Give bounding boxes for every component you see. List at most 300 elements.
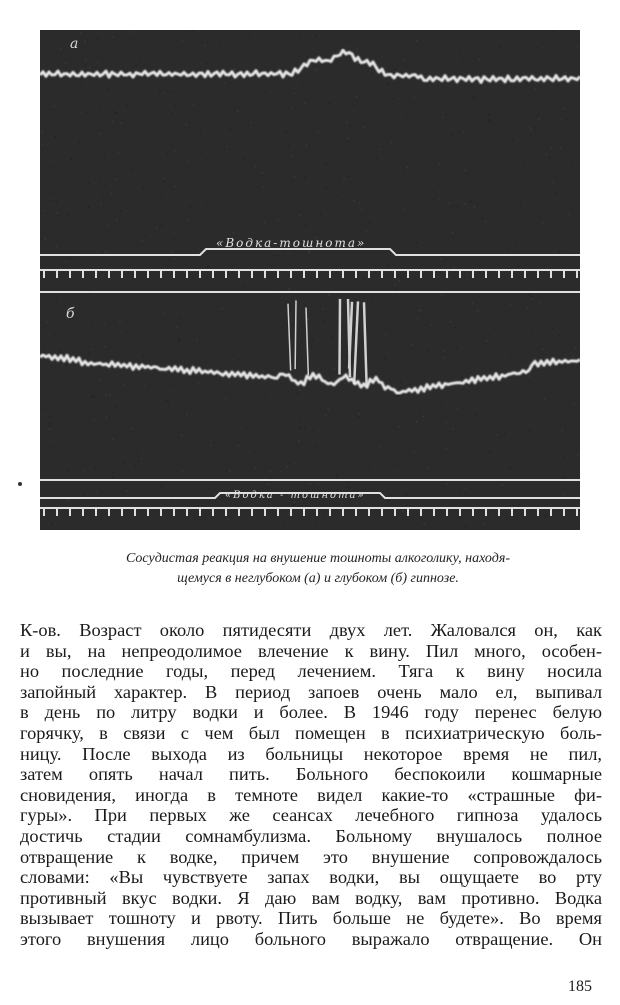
grain-dot xyxy=(397,276,399,278)
stray-ink-mark xyxy=(18,482,22,486)
grain-dot xyxy=(105,393,107,395)
grain-dot xyxy=(488,514,490,516)
grain-dot xyxy=(380,149,382,151)
grain-dot xyxy=(553,182,555,184)
grain-dot xyxy=(94,420,96,422)
grain-dot xyxy=(172,252,174,254)
grain-dot xyxy=(419,310,421,312)
grain-dot xyxy=(459,490,461,492)
grain-dot xyxy=(132,428,134,430)
grain-dot xyxy=(395,284,397,286)
grain-dot xyxy=(277,219,279,221)
grain-dot xyxy=(535,89,537,91)
grain-dot xyxy=(472,303,474,305)
grain-dot xyxy=(452,428,454,430)
grain-dot xyxy=(130,168,132,170)
grain-dot xyxy=(186,413,188,415)
grain-dot xyxy=(356,48,358,50)
grain-dot xyxy=(328,294,330,296)
text-line: запойный характер. В период запоев очень мало ел, выпивал xyxy=(20,681,602,702)
grain-dot xyxy=(164,178,166,180)
grain-dot xyxy=(499,46,501,48)
grain-dot xyxy=(379,445,381,447)
grain-dot xyxy=(88,183,90,185)
grain-dot xyxy=(96,38,98,40)
grain-dot xyxy=(403,209,405,211)
grain-dot xyxy=(60,350,62,352)
grain-dot xyxy=(109,394,111,396)
grain-dot xyxy=(565,72,567,74)
grain-dot xyxy=(46,321,48,323)
grain-dot xyxy=(175,104,177,106)
grain-dot xyxy=(254,467,256,469)
grain-dot xyxy=(313,429,315,431)
grain-dot xyxy=(398,280,400,282)
grain-dot xyxy=(68,470,70,472)
grain-dot xyxy=(431,324,433,326)
grain-dot xyxy=(176,326,178,328)
grain-dot xyxy=(198,382,200,384)
grain-dot xyxy=(207,338,209,340)
grain-dot xyxy=(372,73,374,75)
grain-dot xyxy=(372,300,374,302)
grain-dot xyxy=(571,162,573,164)
grain-dot xyxy=(53,446,55,448)
grain-dot xyxy=(358,416,360,418)
grain-dot xyxy=(85,64,87,66)
grain-dot xyxy=(219,44,221,46)
grain-dot xyxy=(419,413,421,415)
grain-dot xyxy=(377,73,379,75)
grain-dot xyxy=(431,190,433,192)
grain-dot xyxy=(65,63,67,64)
grain-dot xyxy=(42,144,44,146)
grain-dot xyxy=(496,434,498,436)
grain-dot xyxy=(120,210,122,212)
grain-dot xyxy=(44,346,46,348)
grain-dot xyxy=(193,104,195,106)
grain-dot xyxy=(104,346,106,348)
grain-dot xyxy=(126,332,128,334)
grain-dot xyxy=(303,170,305,172)
grain-dot xyxy=(92,348,94,350)
grain-dot xyxy=(335,195,337,197)
grain-dot xyxy=(326,163,328,165)
grain-dot xyxy=(107,89,109,91)
grain-dot xyxy=(286,466,288,468)
grain-dot xyxy=(107,225,109,227)
grain-dot xyxy=(415,43,417,45)
grain-dot xyxy=(461,377,463,379)
grain-dot xyxy=(197,340,199,342)
grain-dot xyxy=(179,340,181,342)
grain-dot xyxy=(385,333,387,335)
grain-dot xyxy=(315,36,317,38)
grain-dot xyxy=(439,199,441,201)
grain-dot xyxy=(114,112,116,114)
grain-dot xyxy=(455,362,457,364)
grain-dot xyxy=(98,109,100,111)
grain-dot xyxy=(161,486,163,488)
grain-dot xyxy=(467,384,469,386)
grain-dot xyxy=(531,298,533,300)
grain-dot xyxy=(221,308,223,310)
grain-dot xyxy=(258,442,260,444)
grain-dot xyxy=(237,111,239,113)
grain-dot xyxy=(97,62,99,64)
grain-dot xyxy=(174,150,176,152)
grain-dot xyxy=(143,187,145,189)
grain-dot xyxy=(263,186,265,188)
grain-dot xyxy=(102,275,104,277)
grain-dot xyxy=(420,309,422,311)
grain-dot xyxy=(89,67,91,69)
grain-dot xyxy=(572,356,574,358)
grain-dot xyxy=(166,400,168,402)
grain-dot xyxy=(441,401,443,403)
grain-dot xyxy=(558,287,560,289)
grain-dot xyxy=(77,240,79,242)
text-line: в день по литру водки и более. В 1946 году перенес белую xyxy=(20,702,602,723)
grain-dot xyxy=(156,227,158,229)
grain-dot xyxy=(106,417,108,419)
grain-dot xyxy=(346,122,348,124)
grain-dot xyxy=(101,194,103,196)
grain-dot xyxy=(486,340,488,342)
grain-dot xyxy=(254,451,256,453)
grain-dot xyxy=(206,202,208,204)
caption-line: Сосудистая реакция на внушение тошноты алкоголику, находя- xyxy=(125,551,510,566)
grain-dot xyxy=(51,523,53,525)
grain-dot xyxy=(140,59,142,61)
grain-dot xyxy=(325,415,327,417)
grain-dot xyxy=(512,138,514,140)
grain-dot xyxy=(82,469,84,471)
text-line: К-ов. Возраст около пятидесяти двух лет. Жаловался он, как xyxy=(20,620,602,640)
grain-dot xyxy=(354,104,356,106)
grain-dot xyxy=(329,102,331,104)
grain-dot xyxy=(141,458,143,460)
grain-dot xyxy=(559,335,561,337)
grain-dot xyxy=(288,514,290,516)
grain-dot xyxy=(563,477,565,479)
grain-dot xyxy=(573,403,575,405)
grain-dot xyxy=(56,200,58,202)
grain-dot xyxy=(126,105,128,107)
grain-dot xyxy=(530,129,532,131)
text-line: отвращение к водке, причем это внушение сопровождалось xyxy=(20,846,602,867)
grain-dot xyxy=(540,302,542,304)
grain-dot xyxy=(163,92,165,94)
grain-dot xyxy=(451,134,453,136)
grain-dot xyxy=(234,69,236,71)
grain-dot xyxy=(481,127,483,129)
grain-dot xyxy=(247,427,249,429)
grain-dot xyxy=(400,382,402,384)
grain-dot xyxy=(305,224,307,226)
grain-dot xyxy=(312,339,314,341)
text-line: вызывает тошноту и рвоту. Пить больше не будете». Во время xyxy=(20,908,602,929)
grain-dot xyxy=(556,193,558,195)
grain-dot xyxy=(358,413,360,415)
grain-dot xyxy=(68,215,70,217)
panel-a-label: а xyxy=(70,36,79,52)
grain-dot xyxy=(204,45,206,47)
grain-dot xyxy=(289,463,291,465)
grain-dot xyxy=(366,231,368,233)
grain-dot xyxy=(92,396,94,398)
grain-dot xyxy=(185,31,187,33)
grain-dot xyxy=(304,177,306,179)
grain-dot xyxy=(359,203,361,205)
text-line: но последние годы, перед лечением. Тяга к вину носила xyxy=(20,661,602,682)
grain-dot xyxy=(121,119,123,121)
grain-dot xyxy=(181,435,183,437)
grain-dot xyxy=(180,318,182,320)
grain-dot xyxy=(458,419,460,421)
grain-dot xyxy=(470,201,472,203)
grain-dot xyxy=(297,393,299,395)
grain-dot xyxy=(538,118,540,120)
grain-dot xyxy=(464,170,466,172)
grain-dot xyxy=(299,421,301,423)
grain-dot xyxy=(463,132,465,134)
page-number: 185 xyxy=(568,978,592,995)
grain-dot xyxy=(476,414,478,416)
grain-dot xyxy=(264,222,266,224)
grain-dot xyxy=(526,82,528,84)
text-line: этого внушения лицо больного выражало отвращение. Он xyxy=(20,928,602,949)
grain-dot xyxy=(111,121,113,123)
grain-dot xyxy=(302,82,304,84)
grain-dot xyxy=(387,265,389,267)
grain-dot xyxy=(440,258,442,260)
grain-dot xyxy=(542,349,544,351)
grain-dot xyxy=(411,328,413,330)
grain-dot xyxy=(291,108,293,110)
grain-dot xyxy=(563,493,565,495)
text-line: горячку, в связи с чем был помещен в психиатрическую боль- xyxy=(20,722,602,743)
grain-dot xyxy=(229,128,231,130)
grain-dot xyxy=(189,206,191,208)
grain-dot xyxy=(101,204,103,206)
grain-dot xyxy=(416,421,418,423)
grain-dot xyxy=(344,383,346,385)
grain-dot xyxy=(278,68,280,70)
grain-dot xyxy=(520,202,522,204)
grain-dot xyxy=(66,364,68,366)
grain-dot xyxy=(460,52,462,54)
grain-dot xyxy=(376,157,378,159)
grain-dot xyxy=(135,465,137,467)
grain-dot xyxy=(490,121,492,123)
grain-dot xyxy=(320,214,322,216)
grain-dot xyxy=(298,440,300,442)
text-line: сновидения, иногда в темноте видел какие-то «страшные фи- xyxy=(20,784,602,805)
grain-dot xyxy=(370,222,372,224)
grain-dot xyxy=(509,357,511,359)
grain-dot xyxy=(168,402,170,404)
grain-dot xyxy=(424,523,426,525)
grain-dot xyxy=(242,286,244,288)
grain-dot xyxy=(123,384,125,386)
grain-dot xyxy=(364,126,366,128)
panel-b-label: б xyxy=(66,306,75,322)
grain-dot xyxy=(188,219,190,221)
grain-dot xyxy=(44,210,46,212)
grain-dot xyxy=(53,192,55,194)
grain-dot xyxy=(288,145,290,147)
grain-dot xyxy=(411,344,413,346)
grain-dot xyxy=(162,196,164,198)
grain-dot xyxy=(294,502,296,504)
grain-dot xyxy=(265,279,267,281)
grain-dot xyxy=(104,157,106,159)
text-line: достичь стадии сомнамбулизма. Больному внушалось полное xyxy=(20,825,602,846)
grain-dot xyxy=(255,421,257,423)
grain-dot xyxy=(427,350,429,352)
grain-dot xyxy=(53,106,55,108)
grain-dot xyxy=(136,65,138,67)
grain-dot xyxy=(445,421,447,423)
grain-dot xyxy=(102,251,104,253)
grain-dot xyxy=(438,163,440,165)
grain-dot xyxy=(369,466,371,468)
grain-dot xyxy=(363,277,365,279)
grain-dot xyxy=(446,483,448,485)
text-line: ницу. После выхода из больницы некоторое время не пил, xyxy=(20,743,602,764)
grain-dot xyxy=(579,37,580,39)
grain-dot xyxy=(456,348,458,350)
grain-dot xyxy=(546,154,548,156)
grain-dot xyxy=(475,96,477,98)
grain-dot xyxy=(569,214,571,216)
grain-dot xyxy=(465,526,467,528)
grain-dot xyxy=(307,319,309,321)
grain-dot xyxy=(80,33,82,35)
grain-dot xyxy=(423,416,425,418)
grain-dot xyxy=(49,423,51,425)
grain-dot xyxy=(535,127,537,128)
grain-dot xyxy=(553,31,555,33)
grain-dot xyxy=(255,165,257,167)
grain-dot xyxy=(105,252,107,254)
grain-dot xyxy=(83,493,85,495)
grain-dot xyxy=(322,308,324,310)
grain-dot xyxy=(325,187,327,189)
grain-dot xyxy=(84,41,86,43)
grain-dot xyxy=(116,219,118,221)
text-line: противный вкус водки. Я даю вам водку, вам противно. Водка xyxy=(20,887,602,908)
grain-dot xyxy=(356,96,358,98)
grain-dot xyxy=(394,289,396,291)
grain-dot xyxy=(401,387,403,389)
grain-dot xyxy=(81,85,83,87)
grain-dot xyxy=(115,406,117,408)
grain-dot xyxy=(487,328,489,330)
grain-dot xyxy=(56,298,58,300)
grain-dot xyxy=(66,261,68,263)
grain-dot xyxy=(290,108,292,110)
grain-dot xyxy=(452,206,454,208)
grain-dot xyxy=(173,91,175,93)
grain-dot xyxy=(164,181,166,183)
grain-dot xyxy=(48,426,50,428)
grain-dot xyxy=(250,34,252,36)
grain-dot xyxy=(441,294,443,296)
grain-dot xyxy=(295,298,297,300)
grain-dot xyxy=(406,495,408,497)
grain-dot xyxy=(171,501,173,503)
grain-dot xyxy=(537,114,539,116)
grain-dot xyxy=(119,321,121,323)
grain-dot xyxy=(117,152,119,154)
grain-dot xyxy=(445,448,447,450)
grain-dot xyxy=(270,471,272,473)
grain-dot xyxy=(100,180,102,182)
grain-dot xyxy=(461,61,463,63)
grain-dot xyxy=(348,487,350,489)
figure-caption xyxy=(48,549,588,589)
grain-dot xyxy=(120,122,122,124)
grain-dot xyxy=(387,84,389,86)
grain-dot xyxy=(99,379,101,381)
grain-dot xyxy=(452,232,454,234)
grain-dot xyxy=(123,463,125,465)
grain-dot xyxy=(444,357,446,359)
grain-dot xyxy=(232,359,234,361)
grain-dot xyxy=(527,307,529,309)
grain-dot xyxy=(402,510,404,512)
grain-dot xyxy=(118,104,120,106)
grain-dot xyxy=(393,98,395,100)
grain-dot xyxy=(265,92,267,94)
grain-dot xyxy=(552,328,554,330)
grain-dot xyxy=(45,408,47,410)
marker-b-text: «Водка - тошнота» xyxy=(225,490,366,501)
grain-dot xyxy=(466,387,468,389)
text-line: и вы, на непреодолимое влечение к вину. Пил много, особен- xyxy=(20,640,602,661)
grain-dot xyxy=(175,186,177,188)
grain-dot xyxy=(489,114,491,116)
grain-dot xyxy=(478,59,480,61)
grain-dot xyxy=(130,32,132,34)
grain-dot xyxy=(575,348,577,350)
grain-dot xyxy=(408,384,410,386)
grain-dot xyxy=(551,431,553,433)
artifact-spike xyxy=(339,299,340,375)
grain-dot xyxy=(466,274,468,276)
grain-dot xyxy=(403,170,405,172)
grain-dot xyxy=(474,206,476,208)
grain-dot xyxy=(328,409,330,411)
grain-dot xyxy=(529,294,531,296)
grain-dot xyxy=(299,389,301,391)
grain-dot xyxy=(91,325,93,327)
grain-dot xyxy=(51,200,53,202)
grain-dot xyxy=(346,40,348,42)
grain-dot xyxy=(95,467,97,469)
grain-dot xyxy=(482,524,484,526)
grain-dot xyxy=(250,122,252,124)
grain-dot xyxy=(317,482,319,484)
grain-dot xyxy=(110,193,112,195)
grain-dot xyxy=(41,240,43,242)
grain-dot xyxy=(49,428,51,430)
grain-dot xyxy=(550,147,552,149)
grain-dot xyxy=(88,352,90,354)
grain-dot xyxy=(465,487,467,489)
